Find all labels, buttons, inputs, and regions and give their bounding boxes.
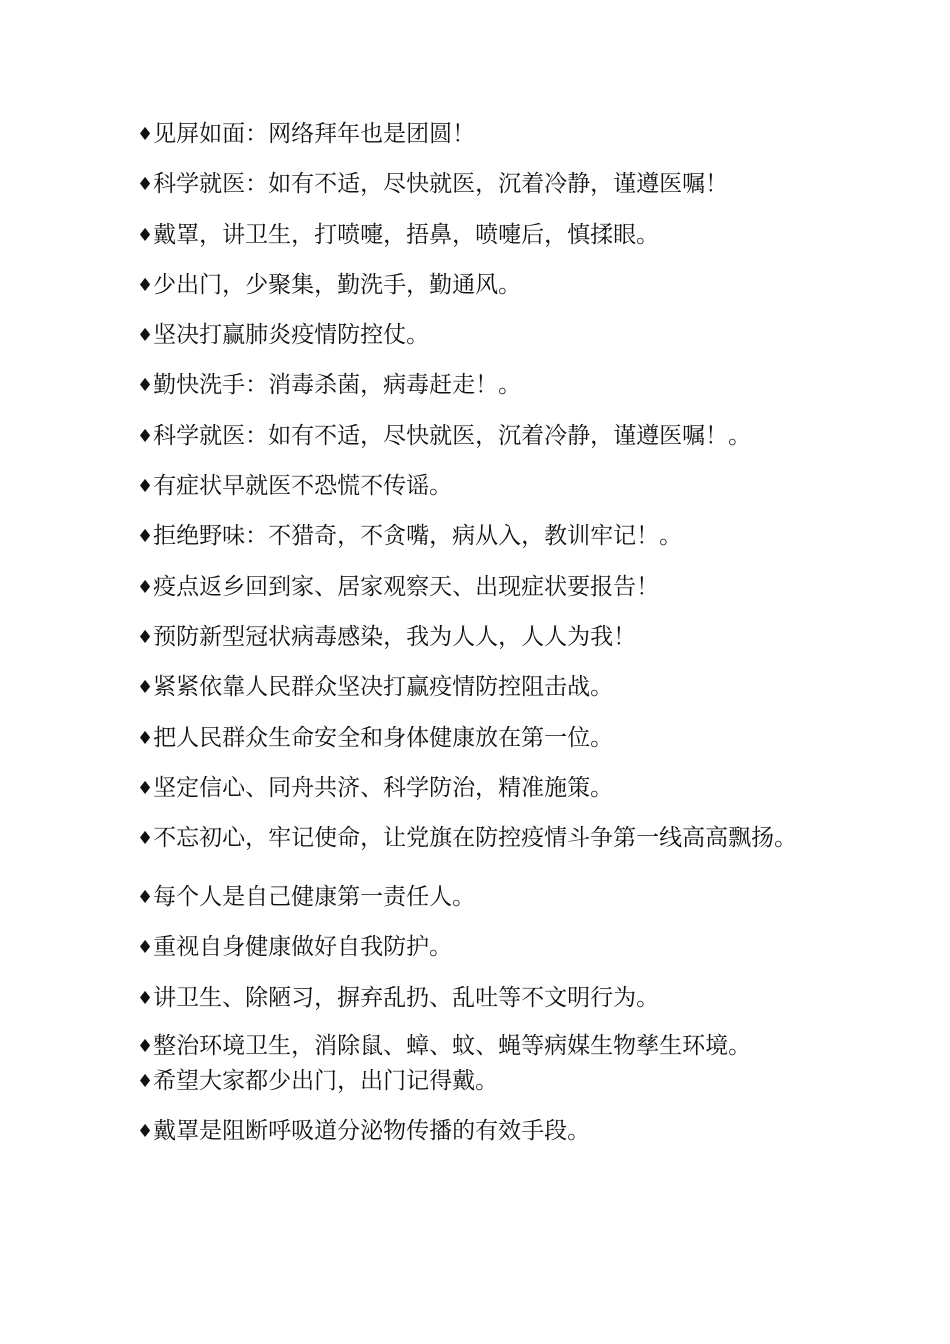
list-item-text: 把人民群众生命安全和身体健康放在第一位。	[153, 724, 614, 751]
diamond-bullet-icon: ♦	[137, 576, 154, 598]
diamond-bullet-icon: ♦	[137, 425, 154, 447]
list-item-text: 每个人是自己健康第一责任人。	[153, 884, 476, 911]
diamond-bullet-icon: ♦	[137, 727, 154, 749]
list-item	[137, 116, 837, 166]
diamond-bullet-icon: ♦	[137, 224, 154, 246]
diamond-bullet-icon: ♦	[137, 325, 154, 347]
diamond-bullet-icon: ♦	[137, 1071, 154, 1093]
list-item	[137, 418, 837, 468]
diamond-bullet-icon: ♦	[137, 124, 154, 145]
list-item-text: 希望大家都少出门，出门记得戴。	[153, 1068, 499, 1095]
list-item	[137, 929, 837, 979]
list-item-text: 紧紧依靠人民群众坚决打赢疫情防控阻击战。	[153, 674, 614, 701]
diamond-bullet-icon: ♦	[137, 777, 154, 799]
list-item	[137, 1113, 837, 1163]
list-item-text: 重视自身健康做好自我防护。	[153, 934, 453, 961]
diamond-bullet-icon: ♦	[137, 526, 154, 548]
list-item	[137, 1030, 837, 1063]
list-item	[137, 669, 837, 719]
list-item	[137, 217, 837, 267]
list-item-text: 戴罩是阻断呼吸道分泌物传播的有效手段。	[153, 1118, 591, 1145]
list-item-text: 勤快洗手：消毒杀菌，病毒赶走！。	[153, 372, 522, 399]
list-item-text: 见屏如面：网络拜年也是团圆！	[153, 121, 476, 147]
list-item-text: 坚决打赢肺炎疫情防控仗。	[153, 322, 430, 349]
list-item	[137, 1063, 837, 1113]
diamond-bullet-icon: ♦	[137, 626, 154, 648]
list-item	[137, 720, 837, 770]
list-item	[137, 166, 837, 216]
list-item	[137, 619, 837, 669]
diamond-bullet-icon: ♦	[137, 1036, 154, 1058]
list-item-text: 不忘初心，牢记使命，让党旗在防控疫情斗争第一线高高飘扬。	[153, 825, 798, 852]
list-item-text: 拒绝野味：不猎奇，不贪嘴，病从入，教训牢记！。	[153, 523, 683, 550]
diamond-bullet-icon: ♦	[137, 174, 154, 196]
list-item-text: 坚定信心、同舟共济、科学防治，精准施策。	[153, 774, 614, 801]
diamond-bullet-icon: ♦	[137, 887, 154, 909]
list-item-text: 讲卫生、除陋习，摒弃乱扔、乱吐等不文明行为。	[153, 984, 660, 1011]
diamond-bullet-icon: ♦	[137, 987, 154, 1009]
list-item	[137, 980, 837, 1030]
list-item-text: 预防新型冠状病毒感染，我为人人，人人为我！	[153, 623, 637, 650]
slogan-list	[137, 116, 837, 1164]
diamond-bullet-icon: ♦	[137, 677, 154, 699]
list-item-text: 科学就医：如有不适，尽快就医，沉着冷静，谨遵医嘱！。	[153, 422, 752, 449]
diamond-bullet-icon: ♦	[137, 274, 154, 296]
diamond-bullet-icon: ♦	[137, 375, 154, 397]
list-item-text: 疫点返乡回到家、居家观察天、出现症状要报告！	[153, 573, 660, 600]
diamond-bullet-icon: ♦	[137, 937, 154, 959]
list-item-text: 科学就医：如有不适，尽快就医，沉着冷静，谨遵医嘱！	[153, 171, 729, 198]
list-item-text: 少出门，少聚集，勤洗手，勤通风。	[153, 271, 522, 298]
list-item	[137, 879, 837, 929]
list-item-text: 戴罩，讲卫生，打喷嚏，捂鼻，喷嚏后，慎揉眼。	[153, 221, 660, 248]
list-item	[137, 267, 837, 317]
diamond-bullet-icon: ♦	[137, 828, 154, 850]
list-item	[137, 367, 837, 417]
list-item	[137, 317, 837, 367]
list-item	[137, 569, 837, 619]
diamond-bullet-icon: ♦	[137, 476, 154, 498]
list-item	[137, 813, 827, 864]
diamond-bullet-icon: ♦	[137, 1121, 154, 1143]
list-item-text: 整治环境卫生，消除鼠、蟑、蚊、蝇等病媒生物孳生环境。	[153, 1033, 752, 1060]
list-item	[137, 468, 837, 518]
list-item	[137, 518, 837, 568]
list-item-text: 有症状早就医不恐慌不传谣。	[153, 473, 453, 500]
